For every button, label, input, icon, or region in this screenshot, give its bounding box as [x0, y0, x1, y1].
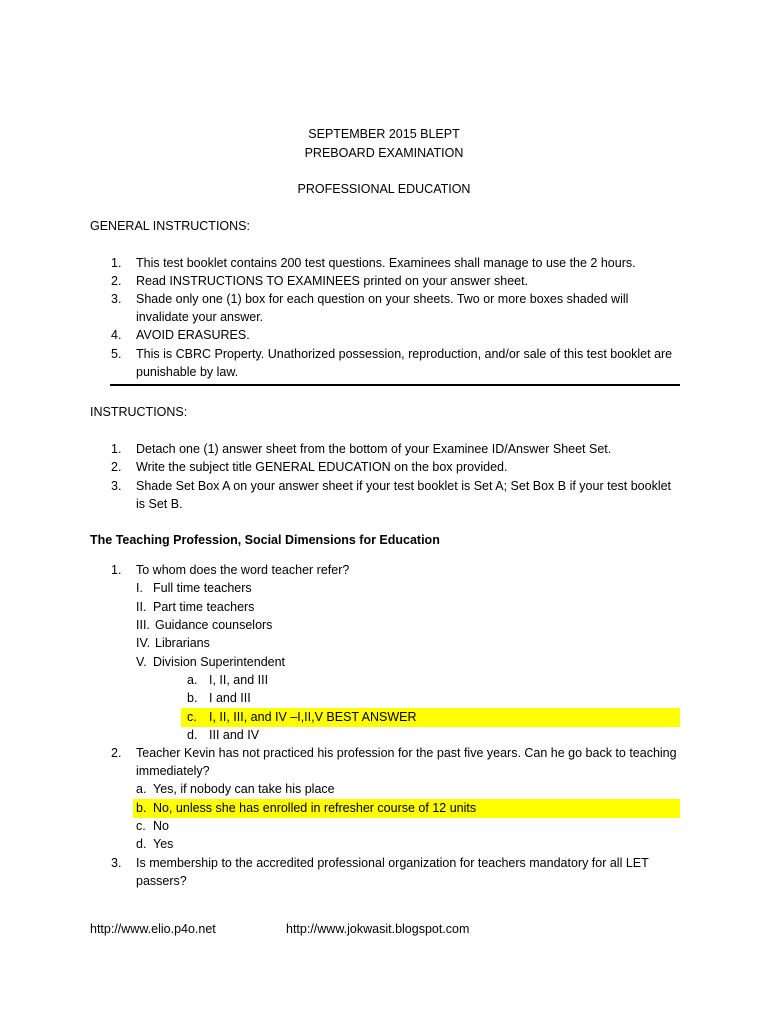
question-number: 1. [111, 563, 122, 577]
list-item: Write the subject title GENERAL EDUCATION on the box provided. [136, 460, 508, 474]
choice-text: I and III [209, 691, 251, 705]
question-text-continuation: passers? [136, 874, 187, 888]
roman-item: Division Superintendent [153, 655, 286, 669]
choice-label: d. [187, 728, 198, 742]
choice-text: III and IV [209, 728, 260, 742]
roman-label: III. [136, 618, 150, 632]
general-instructions-heading: GENERAL INSTRUCTIONS: [90, 219, 250, 233]
choice-label: a. [187, 673, 198, 687]
list-item: Shade only one (1) box for each question on your sheets. Two or more boxes shaded will [136, 292, 629, 306]
choice-label: c. [136, 819, 146, 833]
choice-label: a. [136, 782, 147, 796]
list-item-continuation: punishable by law. [136, 365, 239, 379]
title-line-2: PREBOARD EXAMINATION [304, 146, 464, 160]
instructions-heading: INSTRUCTIONS: [90, 405, 188, 419]
list-item: AVOID ERASURES. [136, 328, 250, 342]
list-item: This test booklet contains 200 test questions. Examinees shall manage to use the 2 hours. [136, 256, 636, 270]
question-text: Teacher Kevin has not practiced his profession for the past five years. Can he go back to teaching [136, 746, 677, 760]
choice-text-correct: No, unless she has enrolled in refresher course of 12 units [153, 801, 477, 815]
question-text: Is membership to the accredited professional organization for teachers mandatory for all LET [136, 856, 649, 870]
list-number: 1. [111, 442, 122, 456]
roman-item: Full time teachers [153, 581, 252, 595]
choice-label: d. [136, 837, 147, 851]
title-line-1: SEPTEMBER 2015 BLEPT [308, 127, 460, 141]
list-number: 4. [111, 328, 122, 342]
choice-label: b. [187, 691, 198, 705]
footer-link-jokwasit[interactable]: http://www.jokwasit.blogspot.com [286, 922, 470, 936]
list-number: 1. [111, 256, 122, 270]
subject-title: PROFESSIONAL EDUCATION [297, 182, 471, 196]
roman-label: IV. [136, 636, 151, 650]
list-item: Shade Set Box A on your answer sheet if your test booklet is Set A; Set Box B if your test booklet [136, 479, 672, 493]
list-item: Read INSTRUCTIONS TO EXAMINEES printed on your answer sheet. [136, 274, 529, 288]
horizontal-divider [110, 384, 680, 386]
list-number: 2. [111, 274, 122, 288]
list-item-continuation: invalidate your answer. [136, 310, 264, 324]
choice-text-correct: I, II, III, and IV –I,II,V BEST ANSWER [209, 710, 417, 724]
question-text-continuation: immediately? [136, 764, 210, 778]
choice-label: b. [136, 801, 147, 815]
question-number: 3. [111, 856, 122, 870]
question-number: 2. [111, 746, 122, 760]
roman-item: Part time teachers [153, 600, 255, 614]
roman-label: V. [136, 655, 147, 669]
list-item-continuation: is Set B. [136, 497, 183, 511]
list-number: 3. [111, 292, 122, 306]
roman-label: II. [136, 600, 147, 614]
list-number: 5. [111, 347, 122, 361]
question-text: To whom does the word teacher refer? [136, 563, 350, 577]
list-number: 3. [111, 479, 122, 493]
choice-text: No [153, 819, 169, 833]
choice-text: I, II, and III [209, 673, 269, 687]
footer-link-elio[interactable]: http://www.elio.p4o.net [90, 922, 216, 936]
roman-item: Guidance counselors [155, 618, 273, 632]
roman-label: I. [136, 581, 143, 595]
section-title: The Teaching Profession, Social Dimensions for Education [90, 533, 440, 547]
list-item: This is CBRC Property. Unathorized possession, reproduction, and/or sale of this test booklet are [136, 347, 673, 361]
roman-item: Librarians [155, 636, 210, 650]
list-number: 2. [111, 460, 122, 474]
choice-text: Yes [153, 837, 174, 851]
list-item: Detach one (1) answer sheet from the bottom of your Examinee ID/Answer Sheet Set. [136, 442, 612, 456]
choice-label: c. [187, 710, 197, 724]
choice-text: Yes, if nobody can take his place [153, 782, 335, 796]
